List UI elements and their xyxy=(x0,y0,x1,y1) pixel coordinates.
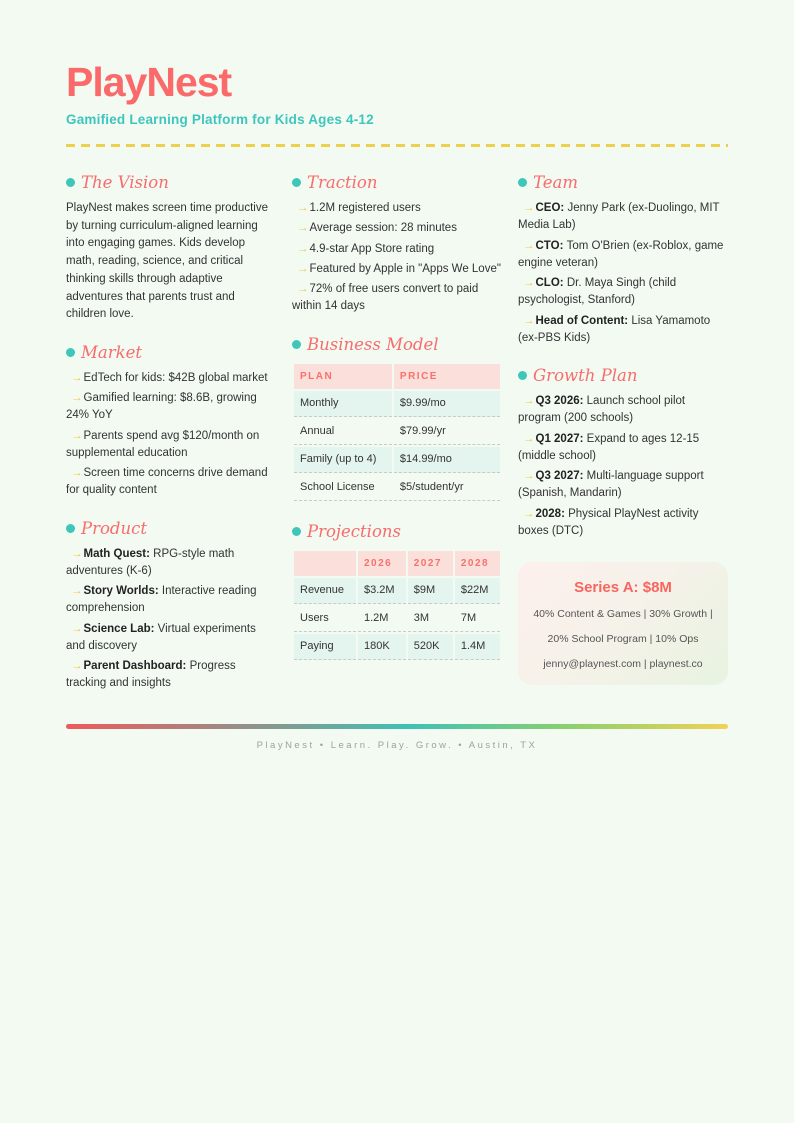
list-item-lead: CEO: xyxy=(535,202,568,214)
pricing-table xyxy=(292,362,502,503)
table-row xyxy=(294,606,500,632)
list-item: →Q3 2026: Launch school pilot program (200 schools) xyxy=(518,395,686,425)
list-item-lead: Story Worlds: xyxy=(83,585,162,598)
growth-list xyxy=(518,393,728,540)
list-item: →Math Quest: RPG-style math adventures (K-6) xyxy=(66,547,235,577)
list-item-lead: Parent Dashboard: xyxy=(83,660,190,673)
table-cell: Paying xyxy=(294,634,356,660)
column-2 xyxy=(292,173,502,712)
table-cell: $14.99/mo xyxy=(394,447,500,473)
section-heading xyxy=(292,335,502,354)
arrow-icon: → xyxy=(523,432,535,445)
list-item: →CLO: Dr. Maya Singh (child psychologist, Stanford) xyxy=(518,277,677,307)
page-subtitle: Gamified Learning Platform for Kids Ages 4-12 xyxy=(66,112,374,127)
section-heading xyxy=(66,343,276,362)
list-item: →1.2M registered users xyxy=(297,202,421,214)
table-cell: $3.2M xyxy=(358,578,406,604)
section-vision xyxy=(66,173,276,324)
market-list xyxy=(66,370,276,500)
table-cell: $22M xyxy=(455,578,500,604)
list-item: →Q1 2027: Expand to ages 12-15 (middle school) xyxy=(518,432,700,462)
table-header-cell: 2028 xyxy=(455,551,500,576)
column-3 xyxy=(518,173,728,712)
arrow-icon: → xyxy=(523,507,535,520)
list-item: →Featured by Apple in "Apps We Love" xyxy=(297,262,501,275)
arrow-icon: → xyxy=(523,277,535,289)
list-item: →CEO: Jenny Park (ex-Duolingo, MIT Media Lab) xyxy=(518,202,720,232)
list-item-lead: 2028: xyxy=(535,507,569,520)
table-cell: $79.99/yr xyxy=(394,419,500,445)
arrow-icon: → xyxy=(297,242,309,255)
table-header-cell: 2027 xyxy=(408,551,453,576)
list-item: →Gamified learning: $8.6B, growing 24% YoY xyxy=(66,392,257,422)
table-header-cell: PRICE xyxy=(394,364,500,389)
arrow-icon: → xyxy=(71,585,83,598)
table-cell: School License xyxy=(294,475,392,501)
table-row xyxy=(294,419,500,445)
table-cell: $9M xyxy=(408,578,453,604)
arrow-icon: → xyxy=(297,283,309,295)
teal-dot-icon xyxy=(518,178,527,187)
funding-card xyxy=(518,562,728,685)
section-heading-label: Projections xyxy=(307,521,401,541)
arrow-icon: → xyxy=(523,470,535,482)
arrow-icon: → xyxy=(297,262,309,275)
arrow-icon: → xyxy=(71,392,83,405)
table-cell: 7M xyxy=(455,606,500,632)
table-row xyxy=(294,634,500,660)
funding-contact: jenny@playnest.com | playnest.co xyxy=(543,658,703,670)
table-row xyxy=(294,447,500,473)
list-item: →EdTech for kids: $42B global market xyxy=(71,371,268,384)
dashed-divider xyxy=(66,144,728,147)
arrow-icon: → xyxy=(297,202,309,214)
list-item: →Average session: 28 minutes xyxy=(297,222,457,235)
column-1 xyxy=(66,173,276,712)
section-heading-label: Product xyxy=(81,518,147,538)
section-heading xyxy=(66,519,276,538)
arrow-icon: → xyxy=(71,467,83,480)
list-item-lead: Q3 2026: xyxy=(535,395,587,407)
arrow-icon: → xyxy=(71,429,83,442)
funding-title: Series A: $8M xyxy=(574,579,672,596)
list-item: →Parent Dashboard: Progress tracking and insights xyxy=(66,660,236,690)
arrow-icon: → xyxy=(523,239,535,252)
teal-dot-icon xyxy=(66,524,75,533)
list-item: →Science Lab: Virtual experiments and discovery xyxy=(66,622,256,652)
table-cell: 1.2M xyxy=(358,606,406,632)
section-heading xyxy=(518,173,728,192)
section-heading-label: The Vision xyxy=(81,173,169,192)
table-cell: $9.99/mo xyxy=(394,391,500,417)
table-header-cell xyxy=(294,551,356,576)
footer-gradient-bar xyxy=(66,724,728,729)
section-heading-label: Team xyxy=(533,173,578,192)
list-item: →Q3 2027: Multi-language support (Spanish, Mandarin) xyxy=(518,470,704,500)
list-item-lead: Science Lab: xyxy=(83,622,158,635)
list-item-lead: CTO: xyxy=(535,239,567,252)
list-item-lead: Q1 2027: xyxy=(535,432,587,445)
teal-dot-icon xyxy=(66,348,75,357)
table-cell: Monthly xyxy=(294,391,392,417)
section-heading xyxy=(66,173,276,192)
section-business-model xyxy=(292,335,502,503)
section-heading xyxy=(292,522,502,541)
list-item: →Screen time concerns drive demand for quality content xyxy=(66,467,268,497)
arrow-icon: → xyxy=(71,622,83,635)
table-cell: 3M xyxy=(408,606,453,632)
section-heading-label: Traction xyxy=(307,173,378,192)
list-item: →Story Worlds: Interactive reading comprehension xyxy=(66,585,257,615)
section-heading xyxy=(292,173,502,192)
list-item-lead: CLO: xyxy=(535,277,567,289)
teal-dot-icon xyxy=(292,340,301,349)
arrow-icon: → xyxy=(523,202,535,214)
funding-allocation-line1: 40% Content & Games | 30% Growth | xyxy=(533,608,713,620)
projections-table xyxy=(292,549,502,662)
list-item: →4.9-star App Store rating xyxy=(297,242,435,255)
section-traction xyxy=(292,173,502,316)
table-cell: 1.4M xyxy=(455,634,500,660)
teal-dot-icon xyxy=(518,371,527,380)
section-market xyxy=(66,343,276,500)
table-row xyxy=(294,475,500,501)
list-item-lead: Head of Content: xyxy=(535,314,632,327)
table-cell: 180K xyxy=(358,634,406,660)
funding-allocation-line2: 20% School Program | 10% Ops xyxy=(547,633,699,645)
table-cell: Family (up to 4) xyxy=(294,447,392,473)
list-item: →Head of Content: Lisa Yamamoto (ex-PBS Kids) xyxy=(518,314,711,344)
page-title: PlayNest xyxy=(66,59,232,105)
list-item: →2028: Physical PlayNest activity boxes (DTC) xyxy=(518,507,699,537)
section-heading xyxy=(518,366,728,385)
list-item: →72% of free users convert to paid within 14 days xyxy=(292,283,479,313)
section-heading-label: Market xyxy=(81,342,143,362)
section-projections xyxy=(292,522,502,662)
table-cell: Users xyxy=(294,606,356,632)
section-growth-plan xyxy=(518,366,728,540)
teal-dot-icon xyxy=(292,178,301,187)
table-cell: 520K xyxy=(408,634,453,660)
teal-dot-icon xyxy=(292,527,301,536)
arrow-icon: → xyxy=(523,395,535,407)
list-item: →Parents spend avg $120/month on supplemental education xyxy=(66,429,260,459)
list-item-lead: Math Quest: xyxy=(83,547,154,560)
table-row xyxy=(294,391,500,417)
list-item: →CTO: Tom O'Brien (ex-Roblox, game engine veteran) xyxy=(518,239,724,269)
traction-list xyxy=(292,200,502,316)
section-heading-label: Business Model xyxy=(307,334,439,354)
content-columns xyxy=(66,173,728,712)
arrow-icon: → xyxy=(523,314,535,327)
table-row xyxy=(294,578,500,604)
table-header-cell: 2026 xyxy=(358,551,406,576)
table-cell: $5/student/yr xyxy=(394,475,500,501)
table-cell: Revenue xyxy=(294,578,356,604)
section-heading-label: Growth Plan xyxy=(533,366,638,385)
arrow-icon: → xyxy=(71,371,83,384)
table-header-row xyxy=(294,551,500,576)
team-list xyxy=(518,200,728,347)
product-list xyxy=(66,546,276,693)
arrow-icon: → xyxy=(297,222,309,235)
teal-dot-icon xyxy=(66,178,75,187)
section-team xyxy=(518,173,728,347)
table-header-cell: PLAN xyxy=(294,364,392,389)
footer-text: PlayNest • Learn. Play. Grow. • Austin, TX xyxy=(256,739,538,751)
arrow-icon: → xyxy=(71,660,83,673)
table-cell: Annual xyxy=(294,419,392,445)
table-header-row xyxy=(294,364,500,389)
vision-paragraph: PlayNest makes screen time productive by turning curriculum-aligned learning into engaging games. Kids develop math, reading, science, and critical thinking skills through adaptive adventures that parents trust and children love. xyxy=(66,202,268,321)
arrow-icon: → xyxy=(71,547,83,560)
list-item-lead: Q3 2027: xyxy=(535,470,587,482)
section-product xyxy=(66,519,276,693)
